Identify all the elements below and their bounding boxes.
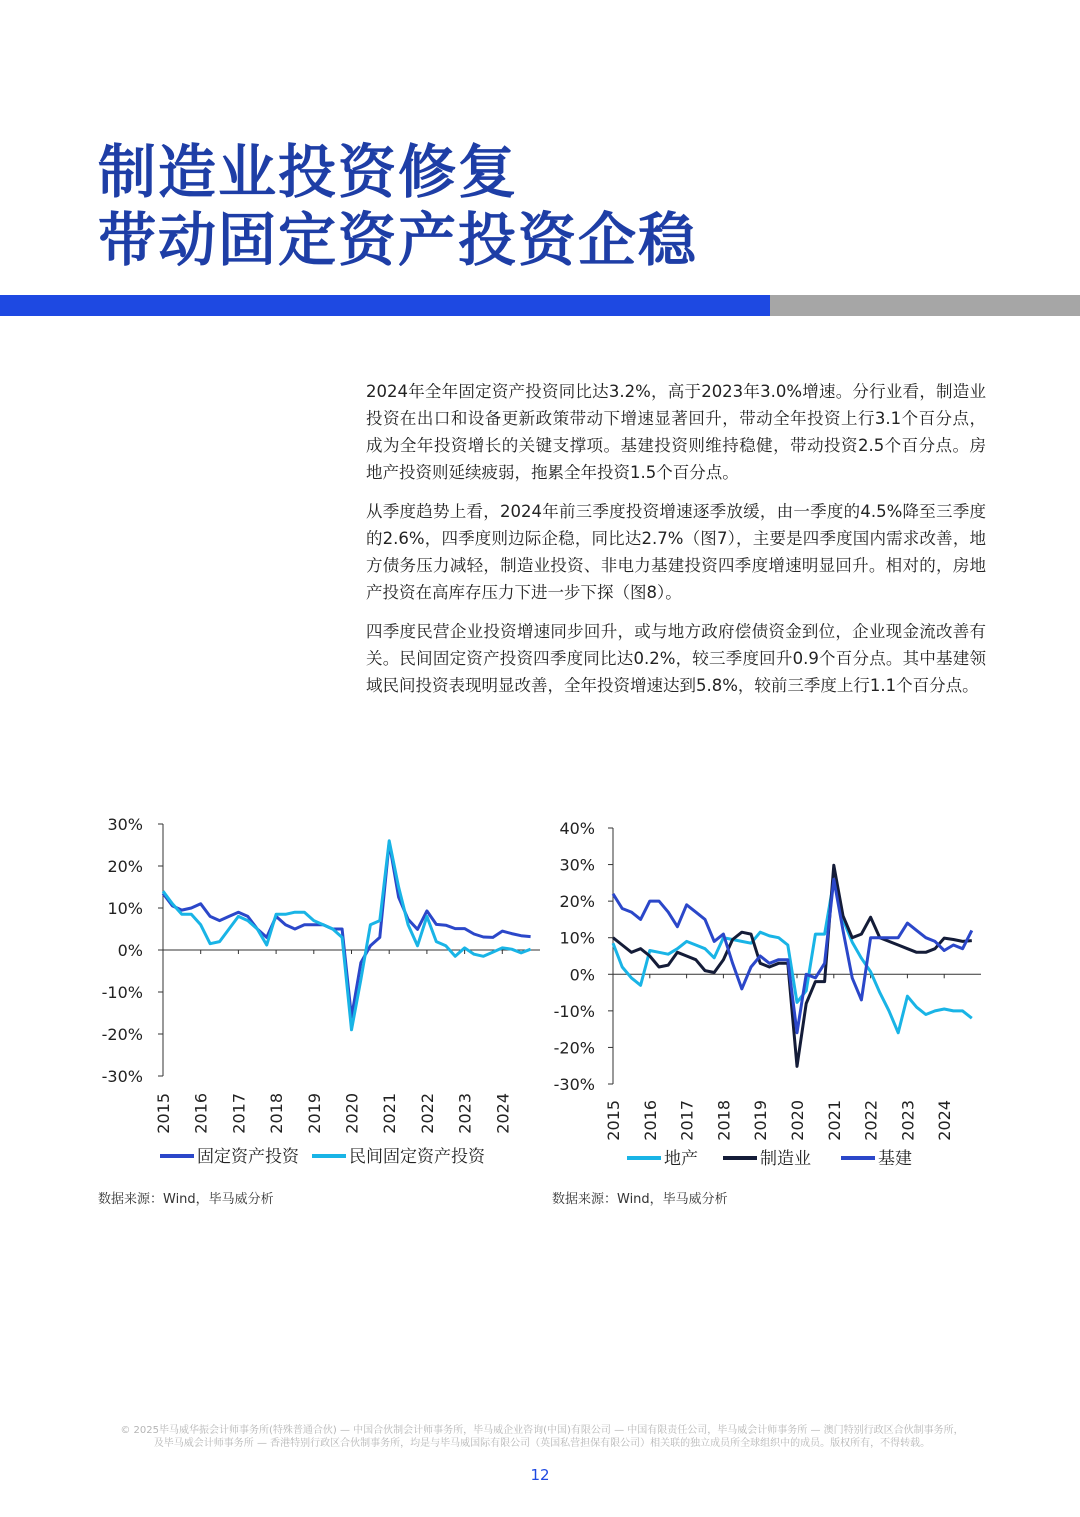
x-tick-label: 2021 (824, 1100, 844, 1141)
legend-label: 固定资产投资 (197, 1147, 299, 1167)
header-divider-grey (770, 295, 1080, 316)
x-tick-label: 2018 (267, 1093, 287, 1134)
footer-line-2: 及毕马威会计师事务所 — 香港特别行政区合伙制事务所，均是与毕马威国际有限公司（英国私营担保有限公司）相关联的独立成员所全球组织中的成员。版权所有，不得转载。 (153, 1438, 931, 1449)
x-tick-label: 2016 (640, 1100, 660, 1141)
x-tick-label: 2015 (154, 1093, 173, 1134)
legend-label: 地产 (664, 1149, 698, 1169)
y-tick-label: 10% (107, 899, 143, 918)
x-tick-label: 2024 (935, 1100, 955, 1141)
title-line-1: 制造业投资修复 (98, 138, 519, 206)
x-tick-label: 2020 (788, 1100, 807, 1141)
copyright-footer (100, 1424, 984, 1450)
x-tick-label: 2017 (229, 1093, 249, 1134)
footer-line-1: © 2025毕马威华振会计师事务所(特殊普通合伙) — 中国合伙制会计师事务所，毕马威企业咨询(中国)有限公司 — 中国有限责任公司，毕马威会计师事务所 — 澳门特别行政区合伙制事务所， (120, 1425, 964, 1436)
title-line-2: 带动固定资产投资企稳 (98, 206, 699, 274)
x-tick-label: 2023 (455, 1093, 475, 1134)
x-tick-label: 2016 (191, 1093, 211, 1134)
y-tick-label: -30% (553, 1075, 595, 1094)
header-divider-blue (0, 295, 770, 316)
x-tick-label: 2019 (304, 1093, 324, 1134)
body-text (366, 378, 986, 711)
y-tick-label: -20% (101, 1025, 143, 1044)
x-tick-label: 2023 (898, 1100, 918, 1141)
y-tick-label: 0% (117, 941, 143, 960)
y-tick-label: 40% (559, 819, 595, 838)
x-tick-label: 2022 (417, 1093, 437, 1134)
legend-label: 制造业 (760, 1149, 811, 1169)
paragraph-1: 2024年全年固定资产投资同比达3.2%，高于2023年3.0%增速。分行业看，制造业投资在出口和设备更新政策带动下增速显著回升，带动全年投资上行3.1个百分点，成为全年投资增长的关键支撑项。基建投资则维持稳健，带动投资2.5个百分点。房地产投资则延续疲弱，拖累全年投资1.5个百分点。 (366, 382, 986, 482)
x-tick-label: 2018 (714, 1100, 734, 1141)
y-tick-label: 20% (107, 857, 143, 876)
chart-source-1: 数据来源：Wind，毕马威分析 (98, 1192, 274, 1207)
paragraph-2: 从季度趋势上看，2024年前三季度投资增速逐季放缓，由一季度的4.5%降至三季度的2.6%，四季度则边际企稳，同比达2.7%（图7），主要是四季度国内需求改善，地方债务压力减轻，制造业投资、非电力基建投资四季度增速明显回升。相对的，房地产投资在高库存压力下进一步下探（图8）。 (366, 502, 986, 602)
y-tick-label: 0% (569, 965, 595, 985)
legend-label: 基建 (878, 1149, 912, 1169)
y-tick-label: -30% (101, 1067, 143, 1086)
page-title (98, 138, 698, 274)
x-tick-label: 2024 (493, 1093, 513, 1134)
x-tick-label: 2015 (604, 1100, 623, 1141)
x-tick-label: 2021 (380, 1093, 400, 1134)
y-tick-label: 20% (559, 892, 595, 912)
y-tick-label: -20% (553, 1038, 595, 1058)
y-tick-label: -10% (101, 983, 143, 1002)
paragraph-3: 四季度民营企业投资增速同步回升，或与地方政府偿债资金到位，企业现金流改善有关。民间固定资产投资四季度同比达0.2%，较三季度回升0.9个百分点。其中基建领域民间投资表现明显改善，全年投资增速达到5.8%，较前三季度上行1.1个百分点。 (366, 622, 986, 695)
page-number: 12 (530, 1466, 550, 1484)
y-tick-label: 10% (559, 928, 595, 948)
legend-label: 民间固定资产投资 (349, 1147, 485, 1167)
x-tick-label: 2019 (751, 1100, 771, 1141)
y-tick-label: 30% (107, 815, 143, 834)
x-tick-label: 2022 (861, 1100, 881, 1141)
y-tick-label: -10% (553, 1001, 595, 1021)
chart-source-2: 数据来源：Wind，毕马威分析 (552, 1192, 728, 1207)
chart-sector-investment (545, 810, 995, 1180)
chart-fixed-asset-investment (90, 810, 550, 1180)
x-tick-label: 2020 (342, 1093, 362, 1134)
y-tick-label: 30% (559, 855, 595, 875)
x-tick-label: 2017 (677, 1100, 697, 1141)
